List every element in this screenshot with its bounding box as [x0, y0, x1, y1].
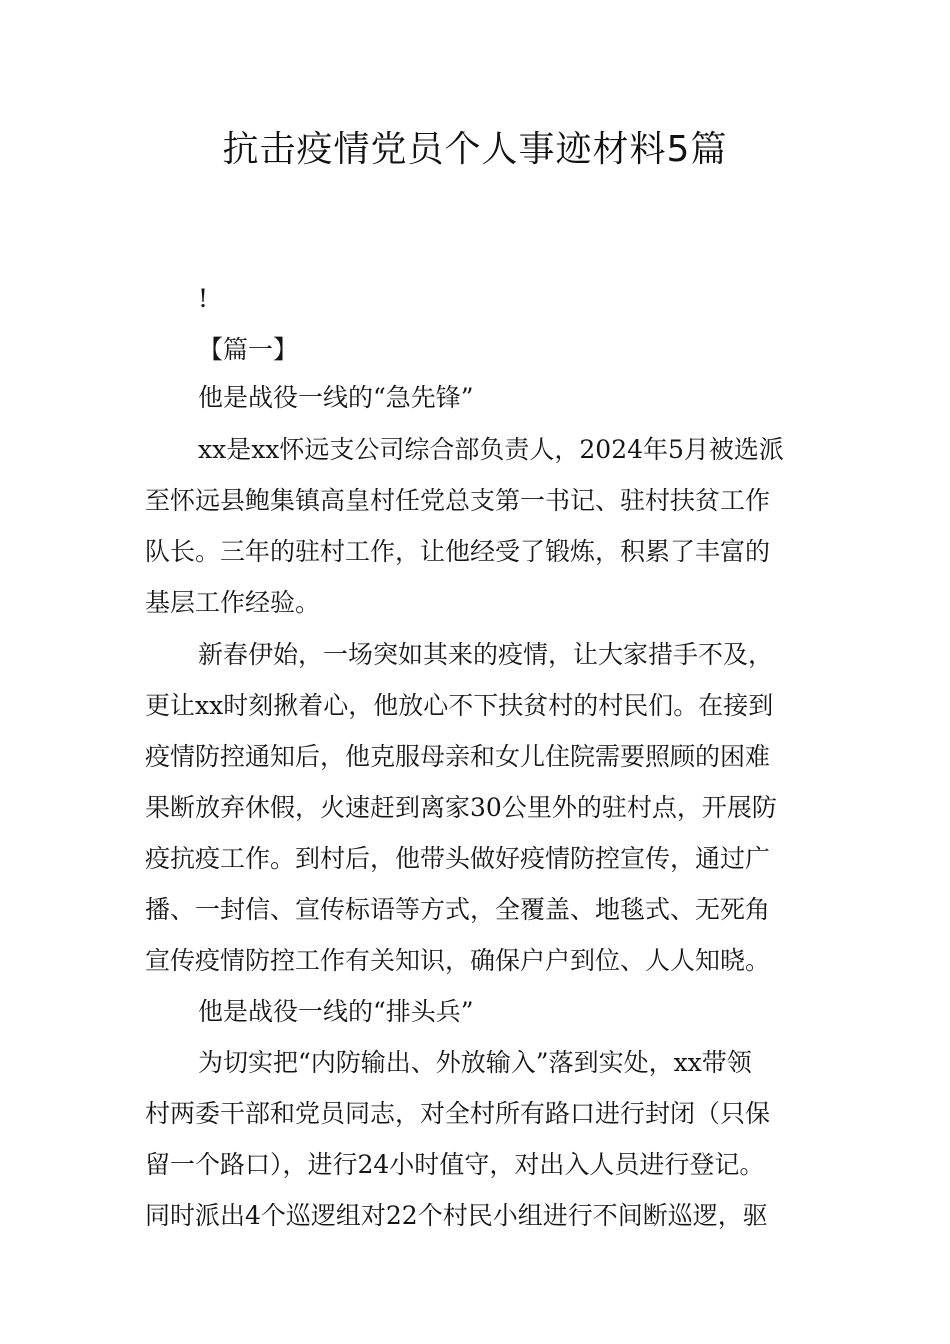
paragraph-line: 宣传疫情防控工作有关知识，确保户户到位、人人知晓。 [145, 946, 771, 975]
paragraph-line: 更让xx时刻揪着心，他放心不下扶贫村的村民们。在接到 [145, 691, 774, 720]
paragraph-line: 至怀远县鲍集镇高皇村任党总支第一书记、驻村扶贫工作 [145, 486, 771, 515]
paragraph-line: 新春伊始，一场突如其来的疫情，让大家措手不及， [198, 640, 774, 669]
paragraph-line: 果断放弃休假，火速赶到离家30公里外的驻村点，开展防 [145, 793, 777, 822]
paragraph-line: 同时派出4个巡逻组对22个村民小组进行不间断巡逻，驱 [145, 1201, 768, 1230]
paragraph-line: 为切实把“内防输出、外放输入”落到实处，xx带领 [198, 1048, 752, 1077]
paragraph-line: 基层工作经验。 [145, 588, 321, 617]
paragraph-line: 疫情防控通知后，他克服母亲和女儿住院需要照顾的困难 [145, 742, 771, 771]
document-title: 抗击疫情党员个人事迹材料5篇 [222, 129, 728, 170]
paragraph-line: xx是xx怀远支公司综合部负责人，2024年5月被选派 [198, 435, 784, 464]
paragraph-line: 疫抗疫工作。到村后，他带头做好疫情防控宣传，通过广 [145, 844, 771, 873]
paragraph-line: 留一个路口），进行24小时值守，对出入人员进行登记。 [145, 1150, 765, 1179]
paragraph-line: 队长。三年的驻村工作，让他经受了锻炼，积累了丰富的 [145, 537, 771, 566]
paragraph-line: 他是战役一线的“急先锋” [198, 383, 474, 412]
section-heading: 【篇一】 [198, 335, 299, 364]
paragraph-line: 他是战役一线的“排头兵” [198, 997, 474, 1026]
exclamation-mark: ! [198, 284, 209, 313]
paragraph-line: 播、一封信、宣传标语等方式，全覆盖、地毯式、无死角 [145, 895, 771, 924]
paragraph-line: 村两委干部和党员同志，对全村所有路口进行封闭（只保 [145, 1099, 771, 1128]
